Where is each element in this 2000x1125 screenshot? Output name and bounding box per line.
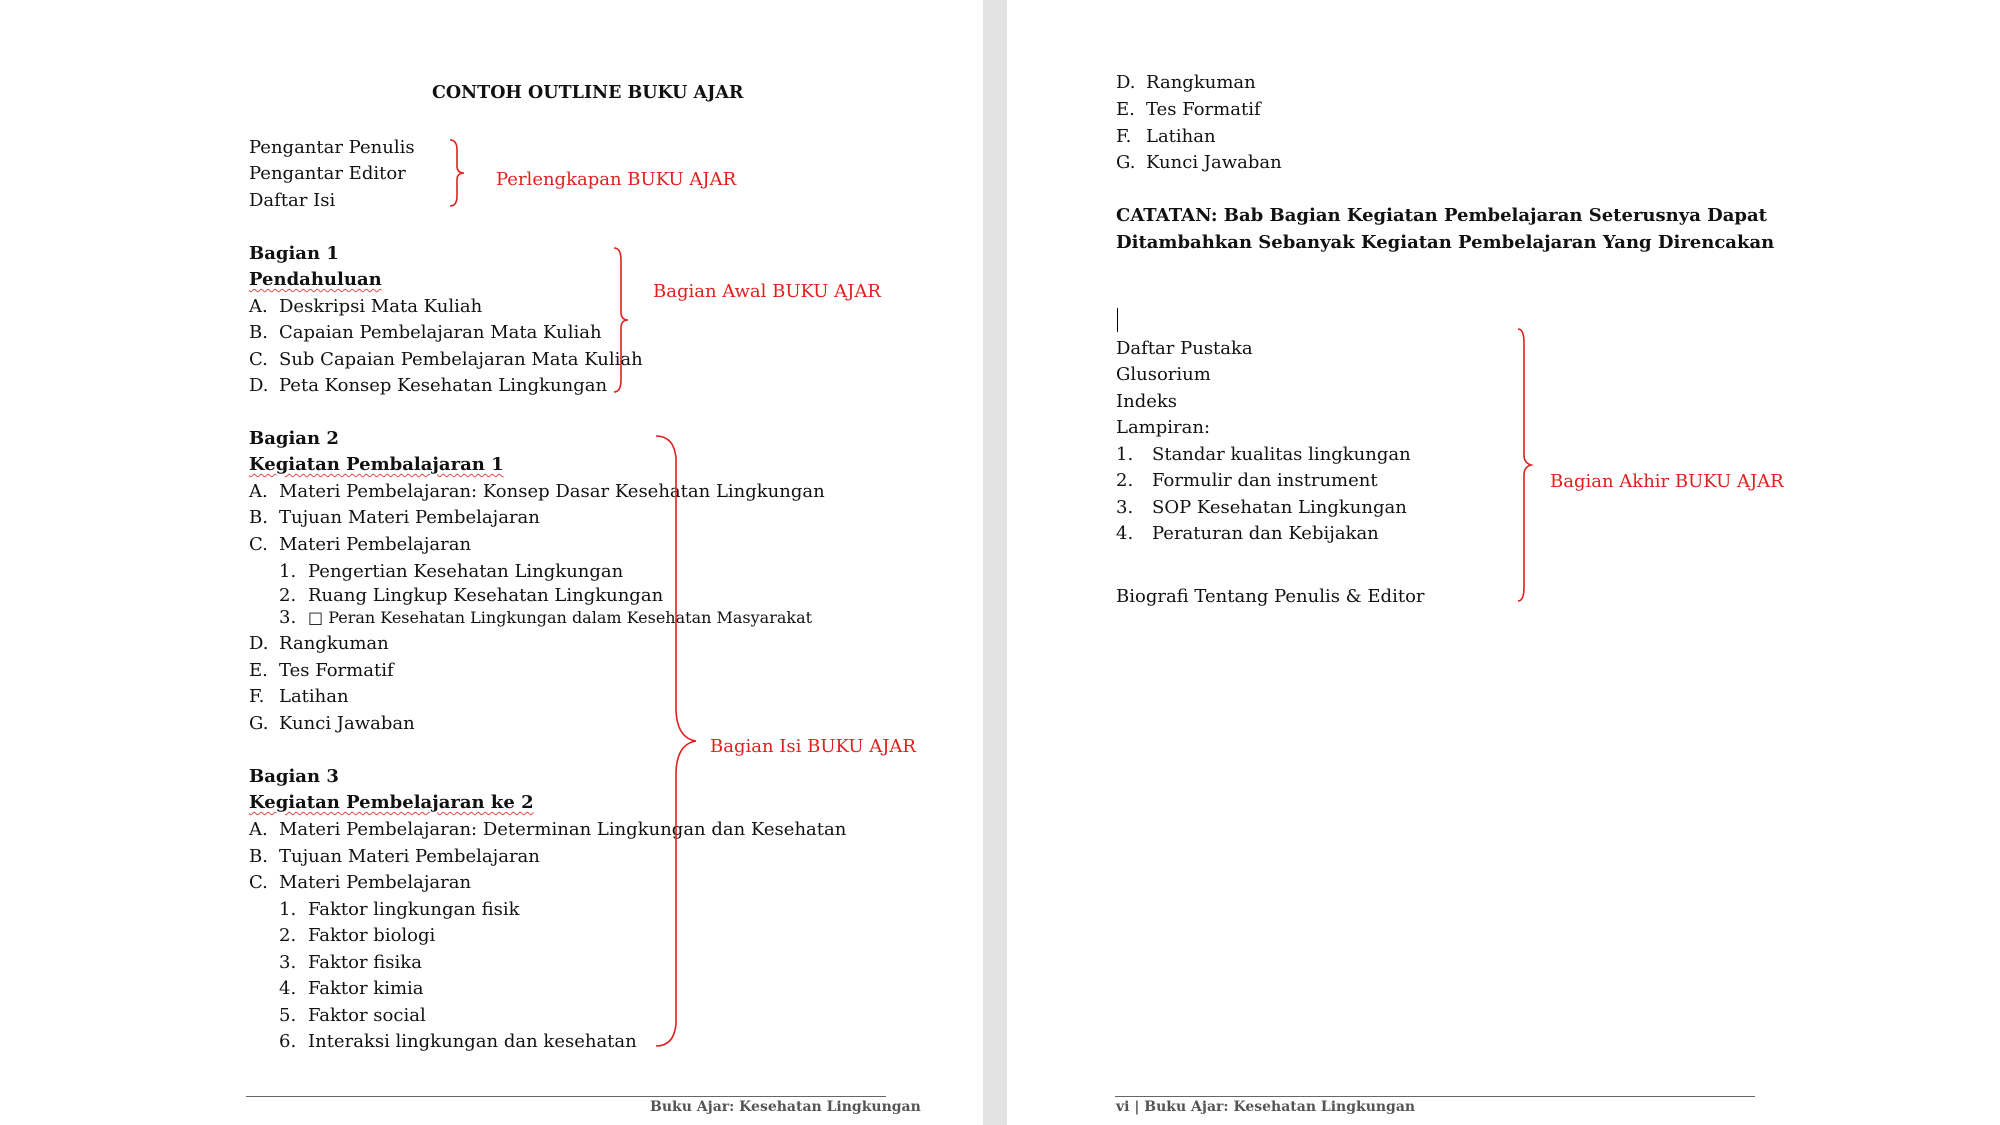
right-marker-g: G. bbox=[1116, 152, 1136, 173]
lampiran-item-2: Formulir dan instrument bbox=[1152, 470, 1378, 491]
bagian3-sub-marker-6: 6. bbox=[279, 1031, 297, 1052]
bagian2-item-g: Kunci Jawaban bbox=[279, 713, 415, 734]
lampiran-marker-4: 4. bbox=[1116, 523, 1134, 544]
bagian3-sub-marker-5: 5. bbox=[279, 1005, 297, 1026]
bagian2-item-d: Rangkuman bbox=[279, 633, 389, 654]
footer-rule-right bbox=[1115, 1096, 1755, 1097]
end-item-daftar-pustaka: Daftar Pustaka bbox=[1116, 338, 1253, 359]
bagian3-subitem-4: Faktor kimia bbox=[308, 978, 424, 999]
bagian3-marker-b: B. bbox=[249, 846, 268, 867]
front-item-pengantar-editor: Pengantar Editor bbox=[249, 163, 406, 184]
annotation-bagian-isi: Bagian Isi BUKU AJAR bbox=[710, 736, 916, 757]
bagian2-sub-marker-1: 1. bbox=[279, 561, 297, 582]
footer-left: Buku Ajar: Kesehatan Lingkungan bbox=[650, 1099, 921, 1115]
brace-bagian-awal bbox=[612, 246, 632, 394]
bagian2-marker-b: B. bbox=[249, 507, 268, 528]
bagian2-subheading: Kegiatan Pembalajaran 1 bbox=[249, 454, 504, 475]
bagian3-subitem-1: Faktor lingkungan fisik bbox=[308, 899, 520, 920]
bagian1-marker-b: B. bbox=[249, 322, 268, 343]
bagian2-marker-c: C. bbox=[249, 534, 268, 555]
annotation-bagian-awal: Bagian Awal BUKU AJAR bbox=[653, 281, 881, 302]
bagian2-sub-marker-3: 3. bbox=[279, 607, 297, 628]
bagian3-heading: Bagian 3 bbox=[249, 766, 339, 787]
bagian2-marker-g: G. bbox=[249, 713, 269, 734]
bagian2-subitem-2: Ruang Lingkup Kesehatan Lingkungan bbox=[308, 585, 664, 606]
right-marker-e: E. bbox=[1116, 99, 1135, 120]
bagian3-item-c: Materi Pembelajaran bbox=[279, 872, 472, 893]
bagian2-marker-a: A. bbox=[249, 481, 268, 502]
right-item-kunci-jawaban: Kunci Jawaban bbox=[1146, 152, 1282, 173]
right-marker-f: F. bbox=[1116, 126, 1132, 147]
brace-bagian-isi bbox=[654, 434, 700, 1048]
right-item-rangkuman: Rangkuman bbox=[1146, 72, 1256, 93]
bagian1-subheading: Pendahuluan bbox=[249, 269, 382, 290]
bagian3-subitem-6: Interaksi lingkungan dan kesehatan bbox=[308, 1031, 637, 1052]
bagian2-item-a: Materi Pembelajaran: Konsep Dasar Kesehatan Lingkungan bbox=[279, 481, 825, 502]
bagian3-subheading: Kegiatan Pembelajaran ke 2 bbox=[249, 792, 534, 813]
bagian3-subitem-2: Faktor biologi bbox=[308, 925, 436, 946]
bagian1-item-d: Peta Konsep Kesehatan Lingkungan bbox=[279, 375, 608, 396]
bagian2-heading: Bagian 2 bbox=[249, 428, 339, 449]
bagian3-subitem-3: Faktor fisika bbox=[308, 952, 422, 973]
bagian2-item-e: Tes Formatif bbox=[279, 660, 394, 681]
catatan-line-2: Ditambahkan Sebanyak Kegiatan Pembelajaran Yang Direncakan bbox=[1116, 232, 1775, 253]
brace-perlengkapan bbox=[448, 138, 468, 208]
front-item-pengantar-penulis: Pengantar Penulis bbox=[249, 137, 415, 158]
right-item-tes-formatif: Tes Formatif bbox=[1146, 99, 1261, 120]
right-marker-d: D. bbox=[1116, 72, 1136, 93]
text-cursor bbox=[1117, 308, 1118, 332]
bagian3-marker-a: A. bbox=[249, 819, 268, 840]
end-item-glusorium: Glusorium bbox=[1116, 364, 1211, 385]
bagian3-sub-marker-1: 1. bbox=[279, 899, 297, 920]
right-item-latihan: Latihan bbox=[1146, 126, 1216, 147]
bagian3-sub-marker-3: 3. bbox=[279, 952, 297, 973]
footer-right: vi | Buku Ajar: Kesehatan Lingkungan bbox=[1116, 1099, 1416, 1115]
lampiran-marker-2: 2. bbox=[1116, 470, 1134, 491]
brace-bagian-akhir bbox=[1516, 327, 1536, 603]
bagian3-item-b: Tujuan Materi Pembelajaran bbox=[279, 846, 540, 867]
bagian2-marker-d: D. bbox=[249, 633, 269, 654]
lampiran-item-4: Peraturan dan Kebijakan bbox=[1152, 523, 1379, 544]
end-item-indeks: Indeks bbox=[1116, 391, 1178, 412]
bagian2-sub-marker-2: 2. bbox=[279, 585, 297, 606]
annotation-bagian-akhir: Bagian Akhir BUKU AJAR bbox=[1550, 471, 1784, 492]
bagian1-heading: Bagian 1 bbox=[249, 243, 339, 264]
bagian2-item-b: Tujuan Materi Pembelajaran bbox=[279, 507, 540, 528]
bagian2-subitem-1: Pengertian Kesehatan Lingkungan bbox=[308, 561, 624, 582]
bagian3-sub-marker-4: 4. bbox=[279, 978, 297, 999]
bagian3-item-a: Materi Pembelajaran: Determinan Lingkungan dan Kesehatan bbox=[279, 819, 847, 840]
footer-rule-left bbox=[246, 1096, 886, 1097]
end-item-lampiran: Lampiran: bbox=[1116, 417, 1211, 438]
bagian2-item-c: Materi Pembelajaran bbox=[279, 534, 472, 555]
bagian3-subitem-5: Faktor social bbox=[308, 1005, 426, 1026]
lampiran-marker-1: 1. bbox=[1116, 444, 1134, 465]
document-title: CONTOH OUTLINE BUKU AJAR bbox=[432, 83, 744, 103]
bagian3-sub-marker-2: 2. bbox=[279, 925, 297, 946]
lampiran-item-1: Standar kualitas lingkungan bbox=[1152, 444, 1411, 465]
lampiran-marker-3: 3. bbox=[1116, 497, 1134, 518]
bagian2-subitem-3: □ Peran Kesehatan Lingkungan dalam Kesehatan Masyarakat bbox=[308, 608, 813, 627]
bagian1-marker-c: C. bbox=[249, 349, 268, 370]
bagian1-item-a: Deskripsi Mata Kuliah bbox=[279, 296, 483, 317]
annotation-perlengkapan: Perlengkapan BUKU AJAR bbox=[496, 169, 737, 190]
bagian1-marker-d: D. bbox=[249, 375, 269, 396]
bagian1-item-c: Sub Capaian Pembelajaran Mata Kuliah bbox=[279, 349, 643, 370]
bagian2-marker-f: F. bbox=[249, 686, 265, 707]
bagian2-item-f: Latihan bbox=[279, 686, 349, 707]
front-item-daftar-isi: Daftar Isi bbox=[249, 190, 336, 211]
bagian1-marker-a: A. bbox=[249, 296, 268, 317]
bagian3-marker-c: C. bbox=[249, 872, 268, 893]
bagian1-item-b: Capaian Pembelajaran Mata Kuliah bbox=[279, 322, 602, 343]
catatan-line-1: CATATAN: Bab Bagian Kegiatan Pembelajaran Seterusnya Dapat bbox=[1116, 205, 1767, 226]
lampiran-item-3: SOP Kesehatan Lingkungan bbox=[1152, 497, 1407, 518]
page-gutter bbox=[983, 0, 1007, 1125]
biografi-item: Biografi Tentang Penulis & Editor bbox=[1116, 586, 1425, 607]
bagian2-marker-e: E. bbox=[249, 660, 268, 681]
